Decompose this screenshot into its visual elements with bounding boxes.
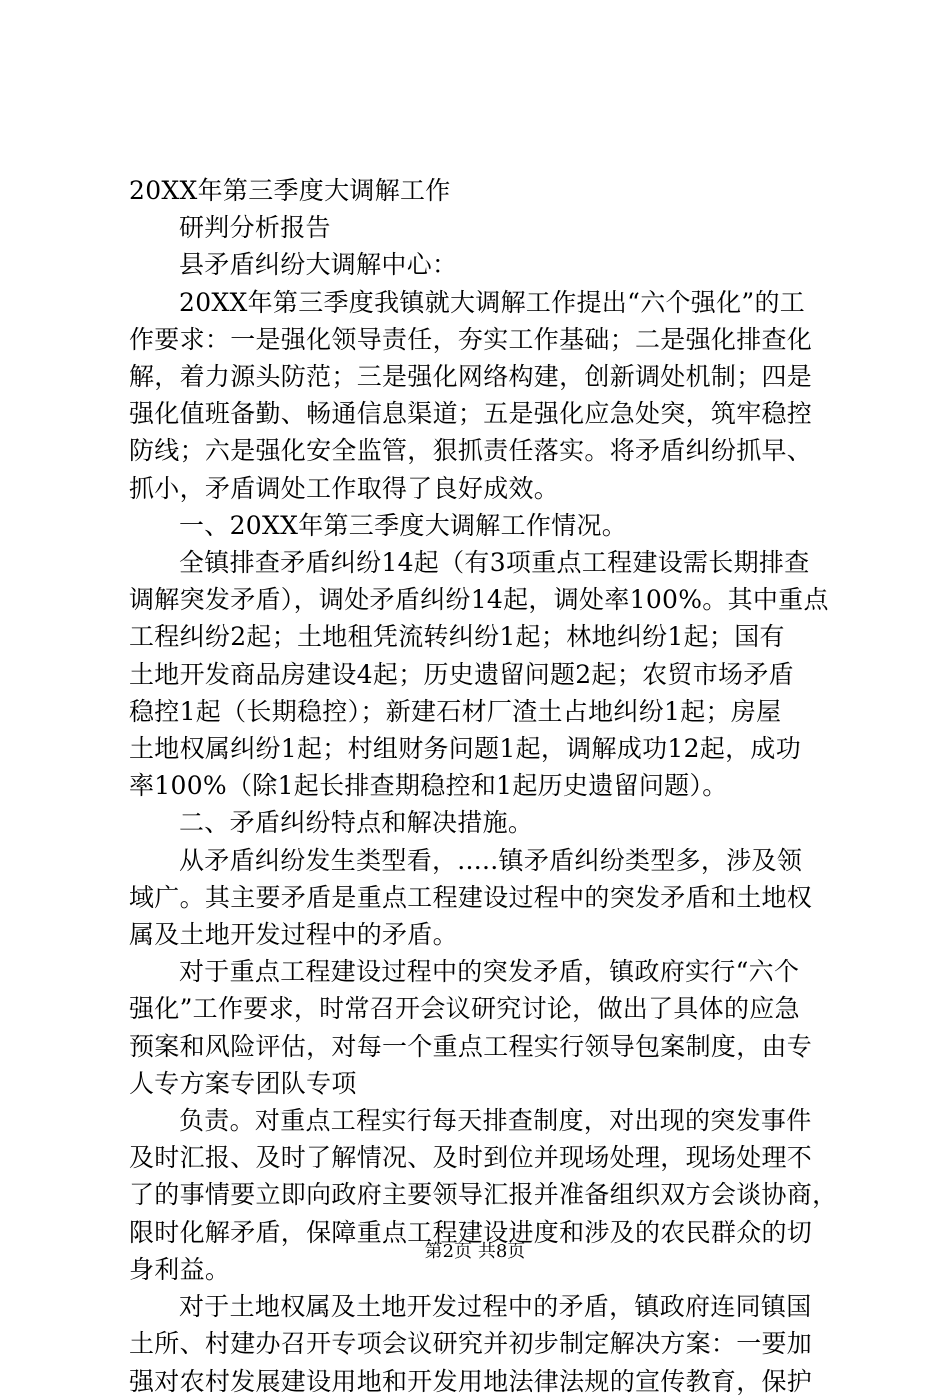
document-body: [129, 172, 838, 1400]
text-line: 全镇排查矛盾纠纷14起（有3项重点工程建设需长期排查: [179, 548, 810, 578]
page-footer: 第2页 共8页: [424, 1241, 526, 1262]
text-line: 域广。其主要矛盾是重点工程建设过程中的突发矛盾和土地权: [129, 882, 813, 912]
text-line: 抓小，矛盾调处工作取得了良好成效。: [129, 473, 560, 503]
text-line: 调解突发矛盾），调处矛盾纠纷14起，调处率100%。其中重点: [129, 585, 829, 615]
text-line: 率100%（除1起长排查期稳控和1起历史遗留问题）。: [129, 771, 728, 801]
text-line: 了的事情要立即向政府主要领导汇报并准备组织双方会谈协商，: [129, 1180, 838, 1210]
text-line: 限时化解矛盾，保障重点工程建设进度和涉及的农民群众的切: [129, 1217, 813, 1247]
text-line: 一、20XX年第三季度大调解工作情况。: [179, 510, 628, 540]
text-line: 稳控1起（长期稳控）；新建石材厂渣土占地纠纷1起；房屋: [129, 696, 782, 726]
text-line: 解，着力源头防范；三是强化网络构建，创新调处机制；四是: [129, 362, 813, 392]
text-line: 强化”工作要求，时常召开会议研究讨论，做出了具体的应急: [129, 994, 800, 1024]
text-line: 防线；六是强化安全监管，狠抓责任落实。将矛盾纠纷抓早、: [129, 436, 813, 466]
text-line: 身利益。: [129, 1254, 231, 1284]
text-line: 土地开发商品房建设4起；历史遗留问题2起；农贸市场矛盾: [129, 659, 794, 689]
text-line: 土地权属纠纷1起；村组财务问题1起，调解成功12起，成功: [129, 734, 802, 764]
text-line: 二、矛盾纠纷特点和解决措施。: [179, 808, 534, 838]
text-line: 预案和风险评估，对每一个重点工程实行领导包案制度，由专: [129, 1031, 813, 1061]
text-line: 人专方案专团队专项: [129, 1068, 357, 1098]
text-line: 县矛盾纠纷大调解中心：: [179, 250, 458, 280]
text-line: 20XX年第三季度我镇就大调解工作提出“六个强化”的工: [179, 287, 806, 317]
text-line: 土所、村建办召开专项会议研究并初步制定解决方案：一要加: [129, 1329, 813, 1359]
text-line: 工程纠纷2起；土地租凭流转纠纷1起；林地纠纷1起；国有: [129, 622, 785, 652]
text-line: 从矛盾纠纷发生类型看，.....镇矛盾纠纷类型多，涉及领: [179, 845, 803, 875]
text-line: 20XX年第三季度大调解工作: [129, 176, 451, 205]
text-line: 负责。对重点工程实行每天排查制度，对出现的突发事件: [179, 1106, 812, 1136]
text-line: 及时汇报、及时了解情况、及时到位并现场处理，现场处理不: [129, 1143, 813, 1173]
text-line: 作要求：一是强化领导责任，夯实工作基础；二是强化排查化: [129, 324, 813, 354]
text-line: 对于重点工程建设过程中的突发矛盾，镇政府实行“六个: [179, 957, 800, 987]
text-line: 对于土地权属及土地开发过程中的矛盾，镇政府连同镇国: [179, 1292, 812, 1322]
text-line: 研判分析报告: [179, 213, 331, 243]
text-line: 强对农村发展建设用地和开发用地法律法规的宣传教育，保护: [129, 1366, 813, 1396]
text-line: 属及土地开发过程中的矛盾。: [129, 920, 458, 950]
text-line: 强化值班备勤、畅通信息渠道；五是强化应急处突，筑牢稳控: [129, 399, 813, 429]
